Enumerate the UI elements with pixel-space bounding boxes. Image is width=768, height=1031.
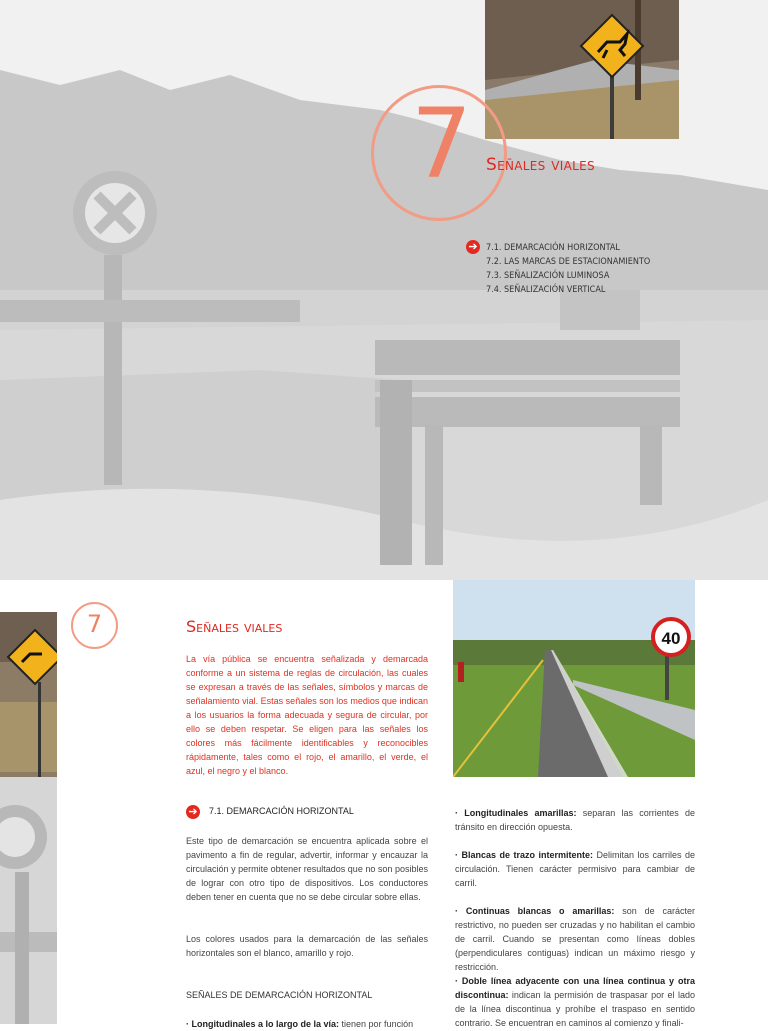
toc-item[interactable]: 7.3. SEÑALIZACIÓN LUMINOSA — [486, 271, 610, 281]
arrow-right-icon: ➔ — [466, 240, 480, 254]
list-item: · Blancas de trazo intermitente: Delimitan los carriles de circulación. Tienen carácter permisivo para cambiar de carril. — [455, 850, 695, 888]
speed-limit-value: 40 — [661, 629, 681, 648]
content-page — [0, 580, 768, 1029]
toc-item[interactable]: 7.1. DEMARCACIÓN HORIZONTAL — [486, 243, 620, 253]
section-heading: 7.1. DEMARCACIÓN HORIZONTAL — [209, 806, 354, 816]
list-item: · Continuas blancas o amarillas: son de carácter restrictivo, no pueden ser cruzadas y no habilitan el cambio de carril. Cuando se presentan como líneas dobles (perpendiculares contiguas) indican un máximo riesgo y restricción. — [455, 906, 695, 972]
body-paragraph: Este tipo de demarcación se encuentra aplicada sobre el pavimento a fin de regular, advertir, informar y encauzar la circulación y permite obtener resultados que no son posibles de lograr con otro tipo de dispositivos. Los conductores deben tener en cuenta que no se debe circular sobre ellas. — [186, 836, 428, 902]
list-item: · Doble línea adyacente con una línea continua y otra discontinua: indican la permisión de traspasar por el lado de la línea discontinua y prohíbe el traspaso en sentido contrario. Se encuentran en caminos al comienzo y finali- — [455, 976, 695, 1028]
left-image-strip — [0, 612, 57, 1024]
chapter-title: Señales viales — [486, 155, 595, 175]
toc-item[interactable]: 7.2. LAS MARCAS DE ESTACIONAMIENTO — [486, 257, 651, 267]
subheading: SEÑALES DE DEMARCACIÓN HORIZONTAL — [186, 990, 373, 1000]
chapter-number: 7 — [411, 88, 473, 200]
road-speed-sign-photo — [453, 580, 695, 777]
toc-item[interactable]: 7.4. SEÑALIZACIÓN VERTICAL — [486, 285, 606, 295]
body-paragraph-fragment: · Longitudinales a lo largo de la vía: tienen por función — [186, 1019, 414, 1029]
arrow-right-icon: ➔ — [186, 805, 200, 819]
body-paragraph: Los colores usados para la demarcación de las señales horizontales son el blanco, amarillo y rojo. — [186, 934, 428, 958]
table-of-contents — [486, 241, 650, 297]
deer-warning-sign-photo — [485, 0, 679, 139]
list-item: · Longitudinales amarillas: separan las corrientes de tránsito en dirección opuesta. — [455, 808, 695, 832]
chapter-number-small: 7 — [86, 610, 103, 638]
intro-paragraph: La vía pública se encuentra señalizada y demarcada conforme a un sistema de reglas de circulación, las cuales se expresan a través de las señales, símbolos y marcas de señalamiento vial. Estas señales son los medios que indican a los usuarios la forma adecuada y segura de circular, por ello se deben respetar. Se eligen para las señales los colores más fácilmente identificables y reconocibles rápidamente, tales como el rojo, el amarillo, el verde, el azul, el negro y el blanco. — [186, 654, 428, 776]
page-title: Señales viales — [186, 617, 283, 636]
